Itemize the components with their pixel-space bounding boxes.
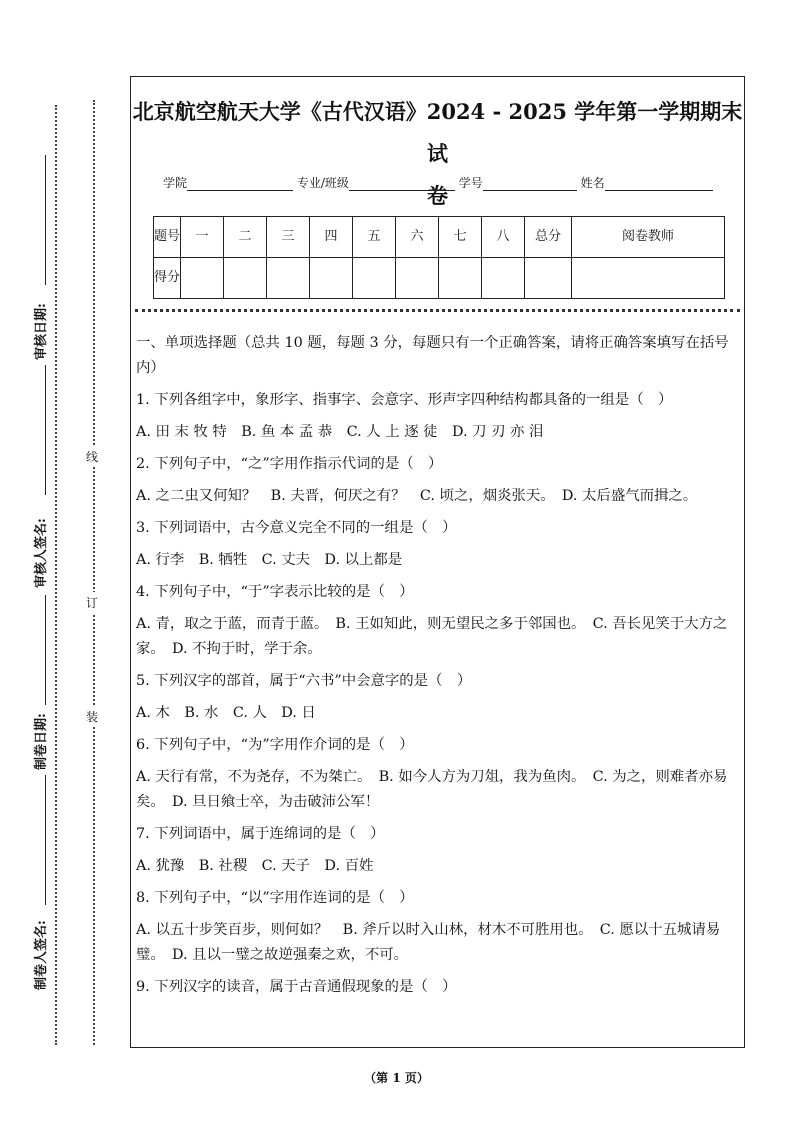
student-info bbox=[163, 174, 713, 191]
compiler-signature-label: 制卷人签名: bbox=[34, 920, 49, 990]
title-line: 卷 bbox=[427, 183, 448, 208]
question-4-options: A. 青，取之于蓝，而青于蓝。 B. 王如知此，则无望民之多于邻国也。 C. 吾长见笑于大方之家。 D. 不拘于时，学于余。 bbox=[136, 616, 728, 657]
column-header: 三 bbox=[267, 217, 310, 258]
question-6: 6. 下列句子中，“为”字用作介词的是（ ） bbox=[136, 737, 414, 753]
review-date-label: 审核日期: bbox=[34, 303, 49, 360]
binding-mark-line: 线 bbox=[86, 446, 98, 467]
question-8: 8. 下列句子中，“以”字用作连词的是（ ） bbox=[136, 890, 414, 906]
score-cell[interactable] bbox=[267, 258, 310, 299]
dotted-separator bbox=[135, 309, 740, 312]
column-header: 五 bbox=[353, 217, 396, 258]
reviewer-signature-label: 审核人签名: bbox=[34, 518, 49, 588]
question-3-options: A. 行李 B. 牺牲 C. 丈夫 D. 以上都是 bbox=[136, 552, 403, 568]
row-label: 题号 bbox=[154, 217, 181, 258]
question-9: 9. 下列汉字的读音，属于古音通假现象的是（ ） bbox=[136, 979, 457, 995]
column-header: 七 bbox=[439, 217, 482, 258]
score-table-score-row bbox=[154, 258, 725, 299]
score-cell[interactable] bbox=[396, 258, 439, 299]
column-header: 六 bbox=[396, 217, 439, 258]
question-5: 5. 下列汉字的部首，属于“六书”中会意字的是（ ） bbox=[136, 673, 472, 689]
signature-line bbox=[45, 365, 46, 495]
score-cell[interactable] bbox=[525, 258, 572, 299]
question-3: 3. 下列词语中，古今意义完全不同的一组是（ ） bbox=[136, 520, 457, 536]
college-label: 学院 bbox=[163, 176, 188, 190]
score-cell[interactable] bbox=[482, 258, 525, 299]
score-cell[interactable] bbox=[181, 258, 224, 299]
binding-mark-seal: 装 bbox=[86, 706, 98, 727]
page-number: （第 1 页） bbox=[364, 1071, 429, 1085]
exam-frame bbox=[130, 76, 745, 1048]
title-line: 北京航空航天大学《古代汉语》2024 - 2025 学年第一学期期末试 bbox=[132, 99, 743, 166]
college-field[interactable] bbox=[187, 178, 293, 191]
score-cell[interactable] bbox=[224, 258, 267, 299]
score-table-header-row bbox=[154, 217, 725, 258]
question-8-options: A. 以五十步笑百步，则何如？ B. 斧斤以时入山林，材木不可胜用也。 C. 愿以十五城请易璧。 D. 且以一璧之故逆强秦之欢，不可。 bbox=[136, 922, 721, 963]
name-field[interactable] bbox=[605, 178, 713, 191]
column-header: 二 bbox=[224, 217, 267, 258]
column-header: 四 bbox=[310, 217, 353, 258]
question-1: 1. 下列各组字中，象形字、指事字、会意字、形声字四种结构都具备的一组是（ ） bbox=[136, 392, 673, 408]
signature-line bbox=[45, 775, 46, 905]
score-cell[interactable] bbox=[572, 258, 725, 299]
question-2: 2. 下列句子中，“之”字用作指示代词的是（ ） bbox=[136, 456, 443, 472]
score-cell[interactable] bbox=[310, 258, 353, 299]
signature-line bbox=[45, 595, 46, 705]
column-header: 八 bbox=[482, 217, 525, 258]
signature-line bbox=[45, 155, 46, 285]
question-2-options: A. 之二虫又何知？ B. 夫晋，何厌之有？ C. 顷之，烟炎张天。 D. 太后盛气而揖之。 bbox=[136, 488, 698, 504]
question-4: 4. 下列句子中，“于”字表示比较的是（ ） bbox=[136, 584, 414, 600]
compile-date-label: 制卷日期: bbox=[34, 713, 49, 770]
score-cell[interactable] bbox=[439, 258, 482, 299]
student-id-label: 学号 bbox=[458, 176, 483, 190]
binding-mark-bind: 订 bbox=[86, 592, 98, 613]
questions-section bbox=[136, 331, 741, 1007]
section-heading: 一、单项选择题（总共 10 题，每题 3 分，每题只有一个正确答案，请将正确答案填写在括号内） bbox=[136, 335, 729, 376]
question-7: 7. 下列词语中，属于连绵词的是（ ） bbox=[136, 826, 385, 842]
row-label: 得分 bbox=[154, 258, 181, 299]
question-7-options: A. 犹豫 B. 社稷 C. 天子 D. 百姓 bbox=[136, 858, 374, 874]
score-cell[interactable] bbox=[353, 258, 396, 299]
column-header: 总分 bbox=[525, 217, 572, 258]
name-label: 姓名 bbox=[580, 176, 605, 190]
binding-dotted-line bbox=[55, 105, 57, 1045]
major-class-label: 专业/班级 bbox=[296, 176, 349, 190]
question-6-options: A. 天行有常，不为尧存，不为桀亡。 B. 如今人方为刀俎，我为鱼肉。 C. 为之，则难者亦易矣。 D. 旦日飨士卒，为击破沛公军！ bbox=[136, 769, 728, 810]
binding-dotted-line bbox=[93, 100, 95, 1045]
exam-title bbox=[131, 91, 744, 217]
score-table bbox=[153, 216, 725, 299]
column-header: 阅卷教师 bbox=[572, 217, 725, 258]
student-id-field[interactable] bbox=[483, 178, 577, 191]
major-class-field[interactable] bbox=[349, 178, 455, 191]
question-1-options: A. 田 末 牧 特 B. 鱼 本 孟 恭 C. 人 上 逐 徒 D. 刀 刃 亦 泪 bbox=[136, 424, 544, 440]
question-5-options: A. 木 B. 水 C. 人 D. 日 bbox=[136, 705, 316, 721]
column-header: 一 bbox=[181, 217, 224, 258]
